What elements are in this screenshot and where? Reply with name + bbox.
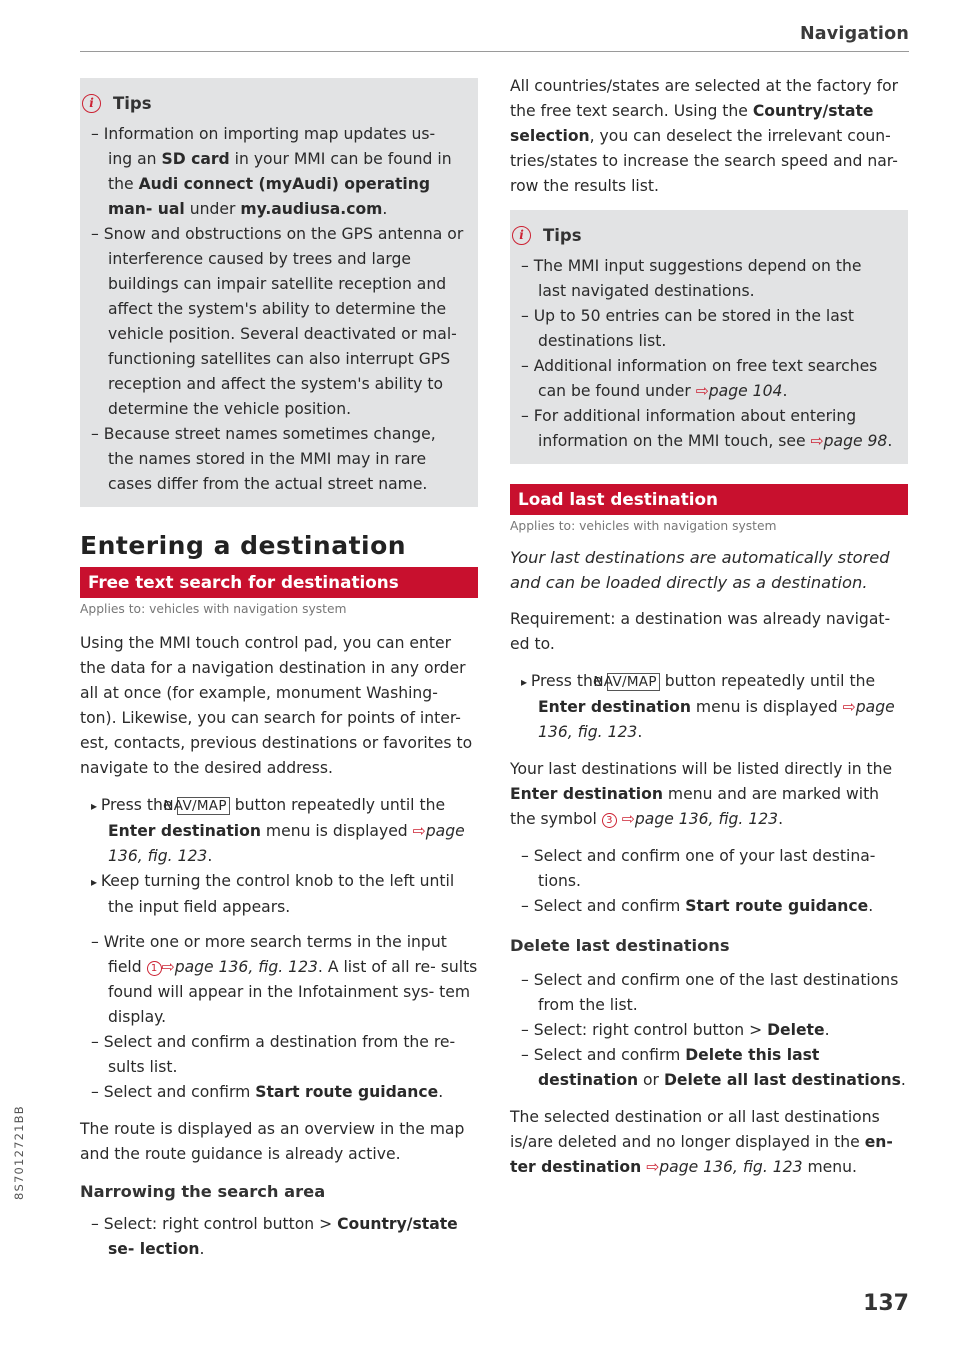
requirement-paragraph: Requirement: a destination was already navigat- ed to. bbox=[510, 610, 891, 653]
chapter-heading: Entering a destination bbox=[80, 531, 407, 560]
callout-3-icon: 3 bbox=[602, 813, 617, 828]
right-column bbox=[510, 74, 908, 1180]
info-icon: i bbox=[512, 226, 531, 245]
tip-text-run: Information on importing map updates us- ing an bbox=[103, 125, 436, 168]
tip-text-run: in your MMI can be found in the bbox=[108, 150, 452, 193]
step-delete-confirm: – Select and confirm Delete this last destination or Delete all last destinations. bbox=[510, 1043, 908, 1093]
step-start-route: – Select and confirm Start route guidance. bbox=[510, 894, 908, 919]
page-ref: page 136, fig. 123 bbox=[108, 822, 465, 865]
section-band: Free text search for destinations bbox=[80, 567, 478, 598]
tip-item: – For additional information about entering information on the MMI touch, see ⇨page 98. bbox=[510, 404, 894, 454]
tip-text-run: SD card bbox=[161, 150, 230, 168]
listed-paragraph: Your last destinations will be listed directly in the Enter destination menu and are marked with the symbol 3 ⇨page 136, fig. 123. bbox=[510, 760, 893, 828]
section-title: Navigation bbox=[799, 24, 909, 44]
tip-item: – Because street names sometimes change, the names stored in the MMI may in rare cases differ from the actual street name. bbox=[80, 422, 464, 497]
step-delete-select: – Select and confirm one of the last destinations from the list. bbox=[510, 968, 908, 1018]
info-icon: i bbox=[82, 94, 101, 113]
page-number: 137 bbox=[863, 1291, 909, 1316]
tip-text-run: . bbox=[382, 200, 388, 218]
applies-note: Applies to: vehicles with navigation system bbox=[510, 519, 777, 533]
tip-item: – Snow and obstructions on the GPS antenna or interference caused by trees and large buildings can impair satellite reception and affect the system's ability to determine the vehicle position. Several deactivated or mal- functioning satellites can also interrupt GPS reception and affect the system's ability to determine the vehicle position. bbox=[80, 222, 464, 422]
tips-box bbox=[510, 210, 908, 464]
intro-paragraph: Using the MMI touch control pad, you can enter the data for a navigation destination in any order all at once (for example, monument Washing- ton). Likewise, you can search for points of inter- est, contacts, previous destinations or favorites to navigate to the desired address. bbox=[80, 634, 473, 777]
subheading-narrowing: Narrowing the search area bbox=[80, 1182, 326, 1201]
nav-map-key: NAV/MAP bbox=[177, 797, 229, 815]
tip-item: – The MMI input suggestions depend on the last navigated destinations. bbox=[510, 254, 894, 304]
lead-paragraph: Your last destinations are automatically stored and can be loaded directly as a destination. bbox=[510, 548, 890, 592]
section-band: Load last destination bbox=[510, 484, 908, 515]
tip-text-run: under bbox=[184, 200, 241, 218]
tip-item bbox=[80, 122, 464, 222]
step-select-last: – Select and confirm one of your last destina- tions. bbox=[510, 844, 908, 894]
tips-heading: i Tips bbox=[510, 216, 894, 254]
tip-item: – Additional information on free text searches can be found under ⇨page 104. bbox=[510, 354, 894, 404]
step-turn: ▸ Keep turning the control knob to the left until the input field appears. bbox=[80, 869, 478, 920]
country-paragraph: All countries/states are selected at the factory for the free text search. Using the Country/state selection, you can deselect the irrelevant coun- tries/states to increase the search speed and nar- row the results list. bbox=[510, 77, 899, 195]
step-press: ▸ Press the NAV/MAP button repeatedly until the Enter destination menu is displayed ⇨page 136, fig. 123. bbox=[80, 793, 478, 869]
tip-item: – Up to 50 entries can be stored in the last destinations list. bbox=[510, 304, 894, 354]
step-narrow: – Select: right control button > Country/state se- lection. bbox=[80, 1212, 478, 1262]
step-press: ▸ Press the NAV/MAP button repeatedly until the Enter destination menu is displayed ⇨page 136, fig. 123. bbox=[510, 669, 908, 745]
route-paragraph: The route is displayed as an overview in the map and the route guidance is already active. bbox=[80, 1120, 465, 1163]
step-write: – Write one or more search terms in the input field 1 ⇨page 136, fig. 123. A list of all re- sults found will appear in the Infotainment sys- tem display. bbox=[80, 930, 478, 1030]
tips-heading: i Tips bbox=[80, 84, 464, 122]
applies-note: Applies to: vehicles with navigation system bbox=[80, 602, 347, 616]
nav-map-key: NAV/MAP bbox=[607, 673, 659, 691]
step-delete-button: – Select: right control button > Delete. bbox=[510, 1018, 908, 1043]
tip-text-run: Audi connect (myAudi) operating man- ual bbox=[108, 175, 431, 218]
callout-1-icon: 1 bbox=[147, 961, 162, 976]
header-rule bbox=[80, 51, 909, 52]
final-paragraph: The selected destination or all last destinations is/are deleted and no longer displayed in the en- ter destination ⇨page 136, fig. 123 menu. bbox=[510, 1108, 893, 1176]
left-column bbox=[80, 78, 478, 1262]
step-start-route: – Select and confirm Start route guidance. bbox=[80, 1080, 478, 1105]
subheading-delete: Delete last destinations bbox=[510, 936, 730, 955]
step-select-destination: – Select and confirm a destination from the re- sults list. bbox=[80, 1030, 478, 1080]
document-code: 8S7012721BB bbox=[12, 1105, 26, 1200]
tips-box bbox=[80, 78, 478, 507]
tip-text-run: my.audiusa.com bbox=[240, 200, 383, 218]
